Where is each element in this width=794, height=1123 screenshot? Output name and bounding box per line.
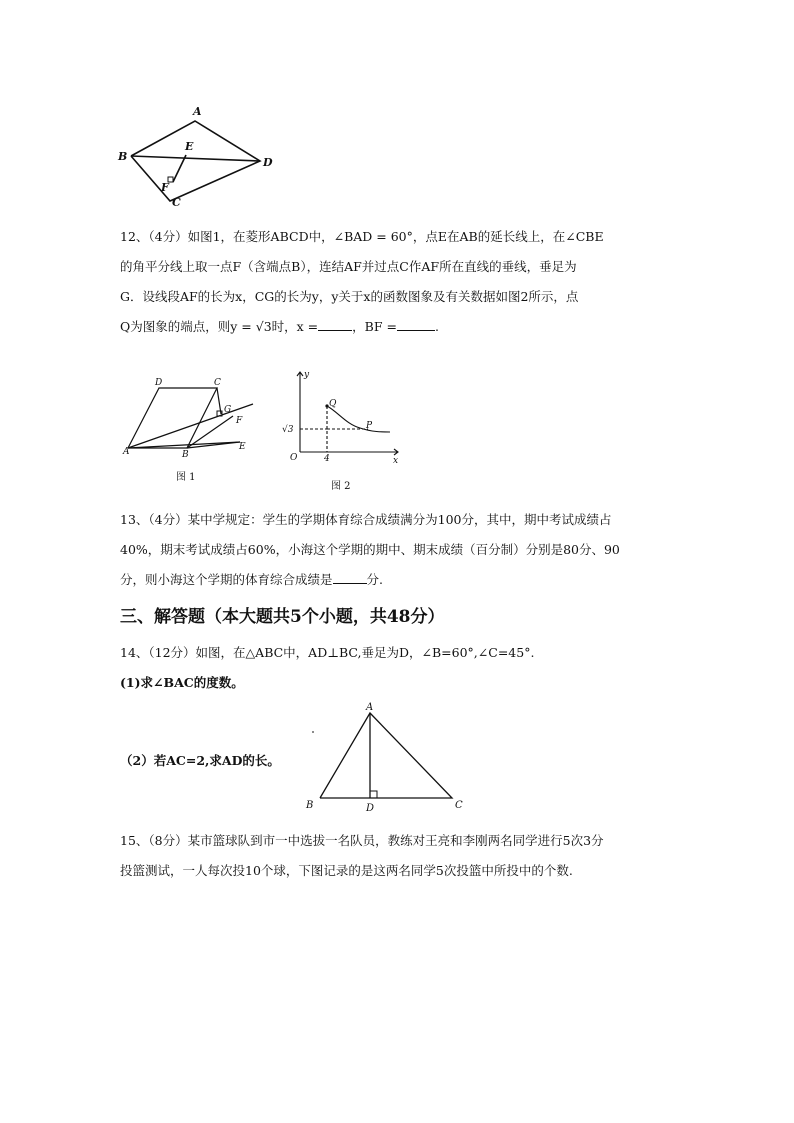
fig2-label-4: 4 [324,454,330,464]
fig1-caption: 图 1 [176,472,196,483]
q13-line-2: 40%，期末考试成绩占60%，小海这个学期的期中、期末成绩（百分制）分别是80分、90 [120,542,620,557]
figure-1 [115,372,260,487]
fig1-label-g: G [224,405,232,415]
fig1-label-e: E [239,442,246,452]
rhombus-label-a: A [193,105,202,118]
rhombus-label-d: D [263,156,273,169]
question-12 [120,222,680,342]
q12-line-4-text-a: Q为图象的端点，则y = √3时，x = [120,319,319,334]
q12-line-1: 12、（4分）如图1，在菱形ABCD中，∠BAD = 60°，点E在AB的延长线上，在∠CBE [120,229,604,244]
rhombus-label-c: C [172,196,181,209]
fig1-label-b: B [182,450,189,460]
q12-line-4-end: . [434,319,439,334]
question-13 [120,505,680,595]
question-14-intro [120,638,680,698]
q12-answer-blank-x[interactable] [318,316,352,331]
fig2-label-sqrt3: √3 [282,425,294,435]
triangle-label-c: C [455,800,463,811]
q15-line-2: 投篮测试，一人每次投10个球，下图记录的是这两名同学5次投篮中所投中的个数. [120,863,573,878]
section-3-heading: 三、解答题（本大题共5个小题，共48分） [120,607,445,627]
triangle-label-a: A [366,702,374,713]
fig1-label-a: A [123,447,130,457]
q12-answer-blank-bf[interactable] [397,316,435,331]
q13-answer-blank[interactable] [333,569,367,584]
triangle-figure [300,700,480,815]
q14-part-1: (1)求∠BAC的度数。 [120,675,244,690]
question-15 [120,826,680,886]
q12-line-4 [120,312,680,342]
q14-intro-line: 14、（12分）如图，在△ABC中，AD⊥BC,垂足为D，∠B=60°,∠C=45°. [120,645,535,660]
rhombus-label-e: E [185,140,194,153]
fig1-label-f: F [236,416,243,426]
rhombus-label-b: B [118,150,128,163]
fig2-label-y: y [304,370,310,380]
q12-line-3: G．设线段AF的长为x，CG的长为y，y关于x的函数图象及有关数据如图2所示，点 [120,289,579,304]
rhombus-label-f: F [161,181,169,194]
fig2-label-q: Q [329,399,337,409]
triangle-label-d: D [366,803,375,814]
q12-line-2: 的角平分线上取一点F（含端点B），连结AF并过点C作AF所在直线的垂线，垂足为 [120,259,577,274]
fig1-label-c: C [214,378,221,388]
q13-line-3-text-b: 分. [366,572,383,587]
q12-line-4-text-b: ，BF = [352,319,397,334]
q13-line-3 [120,565,680,595]
q13-line-3-text-a: 分，则小海这个学期的体育综合成绩是 [120,572,333,587]
fig2-label-x: x [393,456,399,466]
fig2-label-p: P [366,421,373,431]
q13-line-1: 13、（4分）某中学规定：学生的学期体育综合成绩满分为100分，其中，期中考试成绩占 [120,512,612,527]
q14-part-2-text: （2）若AC=2,求AD的长。 [120,753,280,768]
rhombus-figure [115,100,285,210]
figure-2 [278,366,408,496]
fig2-label-o: O [290,453,298,463]
fig2-caption: 图 2 [331,481,351,492]
fig1-label-d: D [155,378,163,388]
triangle-label-b: B [306,800,314,811]
q15-line-1: 15、（8分）某市篮球队到市一中选拔一名队员，教练对王亮和李刚两名同学进行5次3分 [120,833,604,848]
